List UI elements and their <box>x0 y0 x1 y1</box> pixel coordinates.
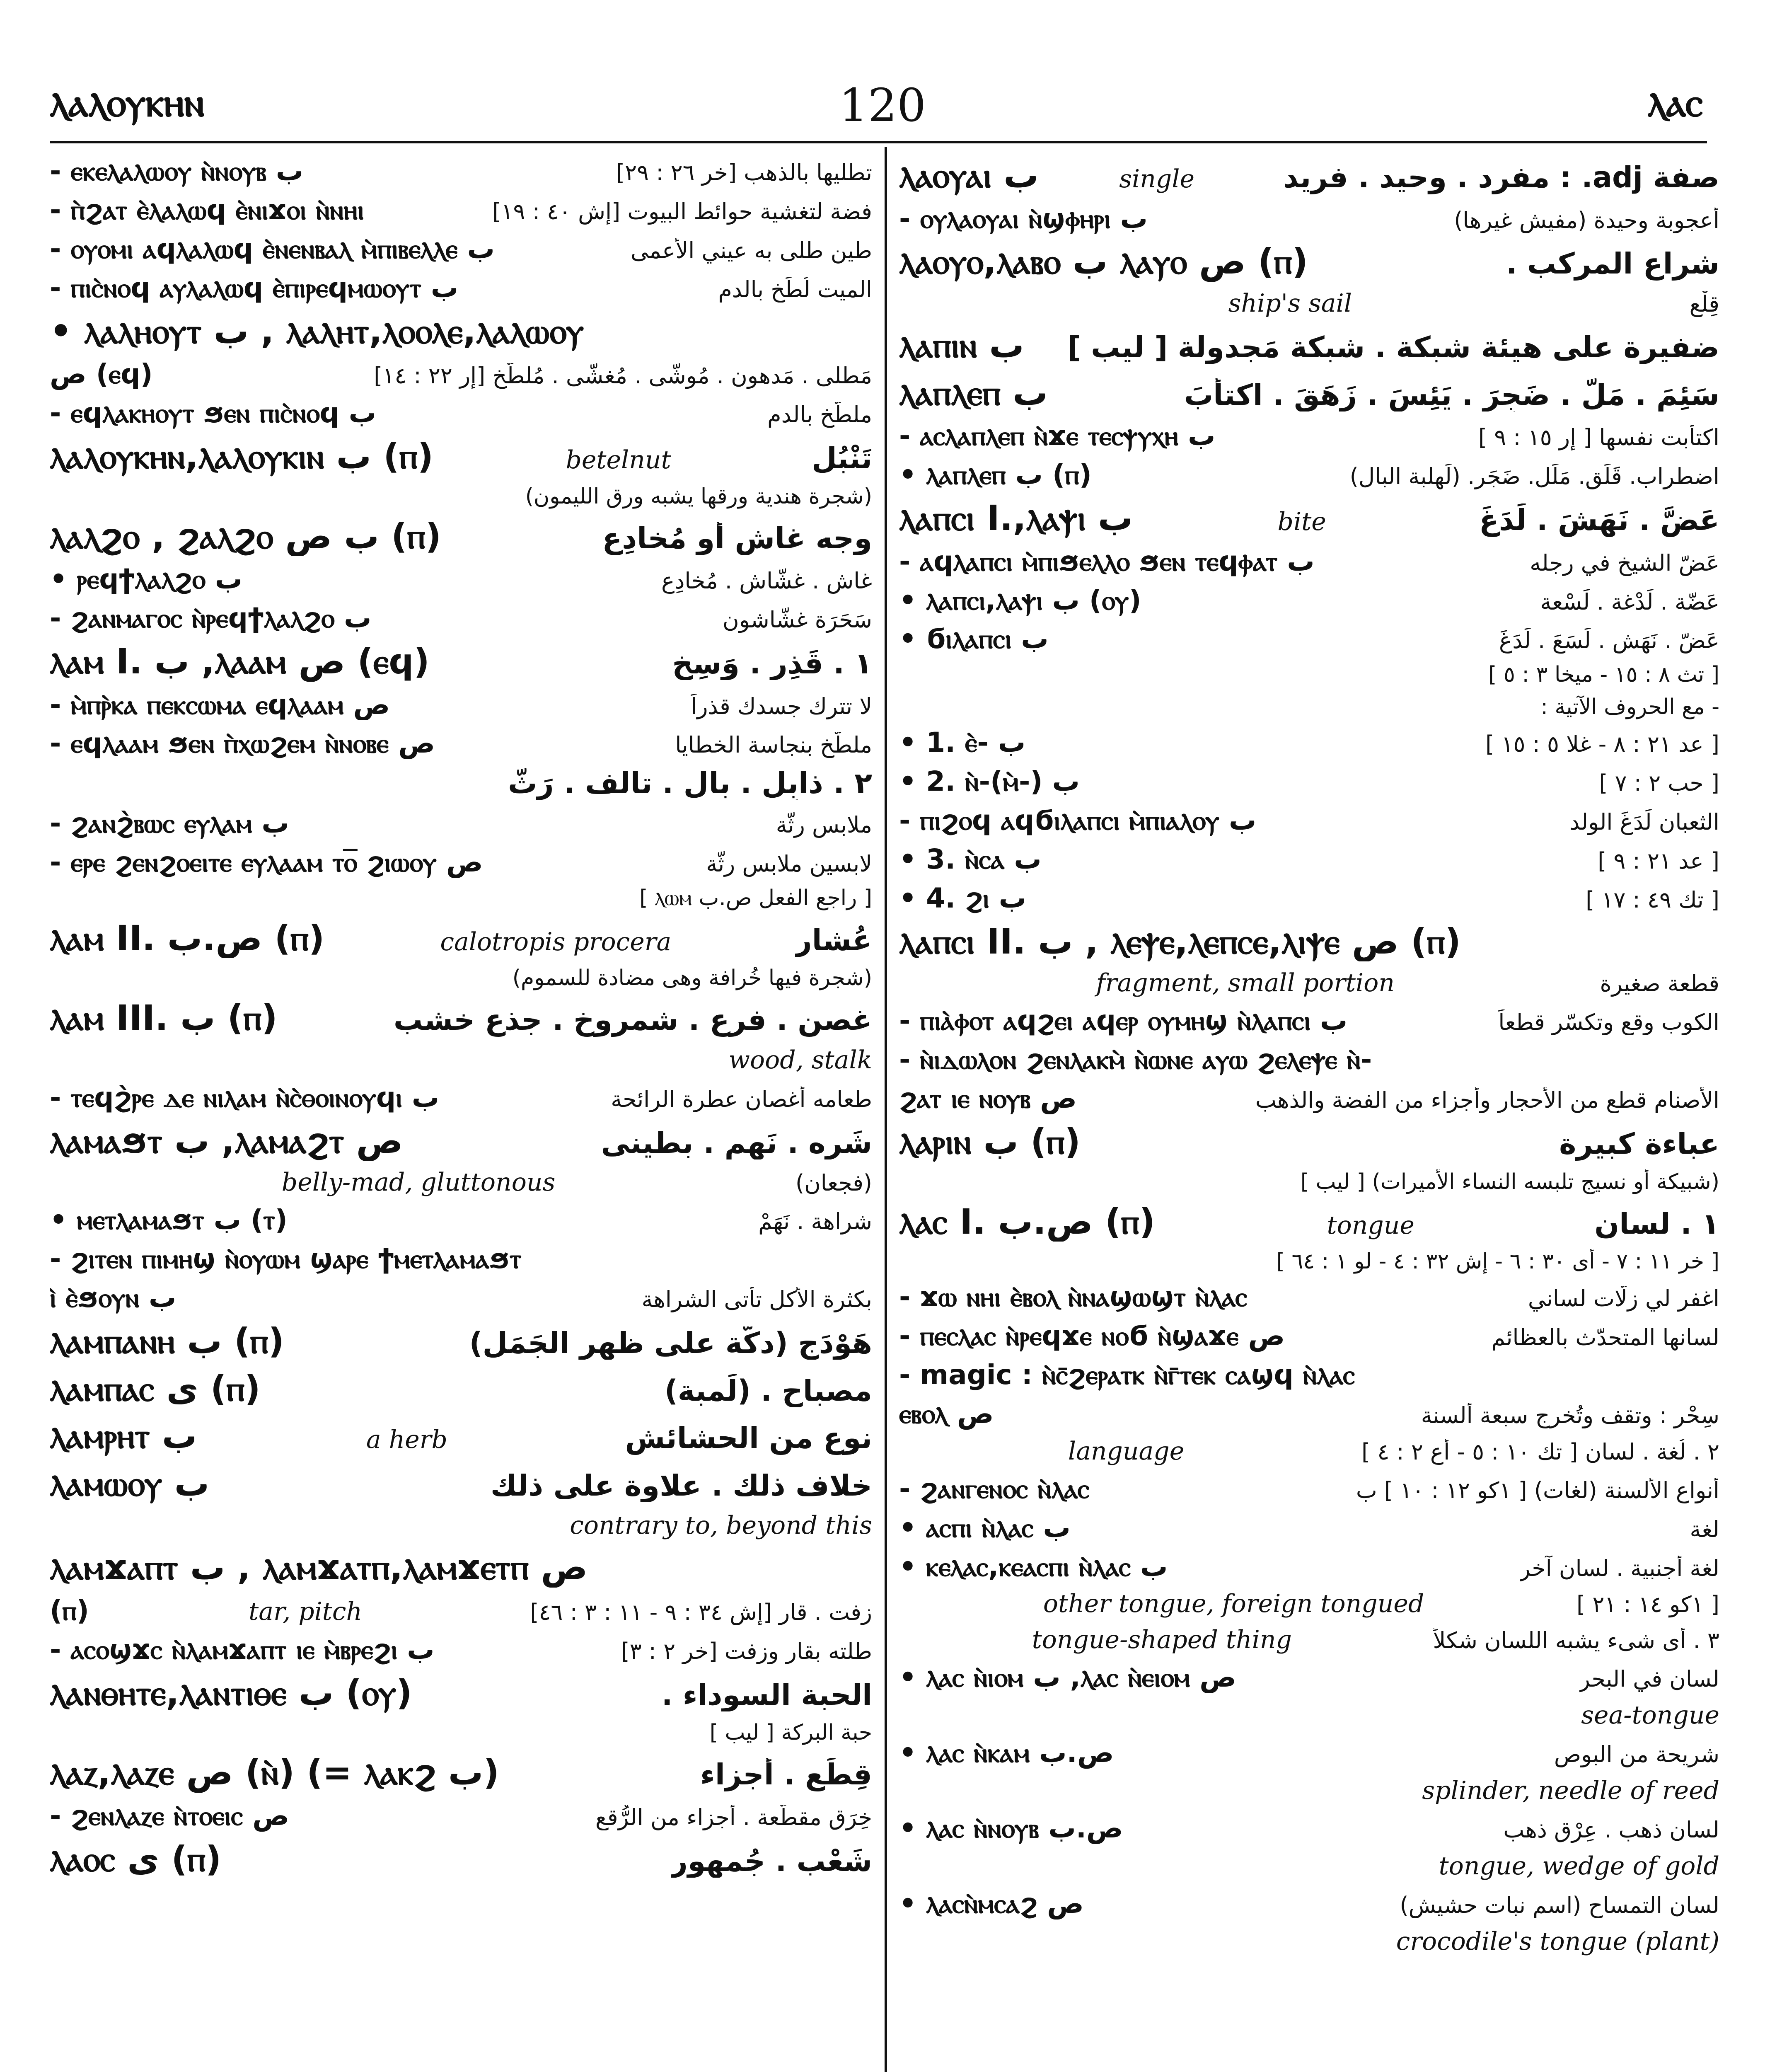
arabic-definition: أنواع الألسنة (لغات) [ ١كو ١٢ : ١٠ ] ب <box>1356 1477 1719 1503</box>
arabic-definition: تَنْبُل <box>812 441 872 475</box>
coptic-text: • ⲙⲉⲧⲗⲁⲙⲁϧⲧ ب (ⲧ) <box>50 1204 288 1236</box>
coptic-text: ص (ⲉϥ) <box>50 358 153 390</box>
coptic-text: ⲗⲁⲗⲟⲩⲕⲏⲛ,ⲗⲁⲗⲟⲩⲕⲓⲛ ب (ⲡ) <box>50 436 434 477</box>
coptic-text: - ⲡⲉⲥⲗⲁⲥ ⲛ̀ⲣⲉϥϫⲉ ⲛⲟϭ ⲛ̀ϣⲁϫⲉ ص <box>899 1320 1285 1352</box>
coptic-text: ⲗⲁⲙ II. ص.ب (ⲡ) <box>50 918 325 959</box>
dictionary-subentry <box>899 1083 1719 1114</box>
arabic-definition: ملطّخ بنجاسة الخطايا <box>675 732 872 758</box>
dictionary-headword <box>50 998 872 1038</box>
arabic-definition: لغة <box>1690 1516 1719 1542</box>
arabic-definition: طين طلى به عيني الأعمى <box>631 237 872 264</box>
coptic-text: • 4. ϩⲓ ب <box>899 882 1027 914</box>
dictionary-subentry <box>899 585 1719 616</box>
arabic-definition: شَرِه . نَهِم . بطينى <box>601 1126 872 1160</box>
arabic-definition: قِطَع . أجزاء <box>700 1758 872 1791</box>
arabic-definition: غصن . فرع . شمروخ . جذع خشب <box>393 1003 872 1037</box>
dictionary-headword <box>899 242 1719 282</box>
coptic-text: ⲗⲁⲗϩⲟ , ϩⲁⲗϩⲟ ب ص (ⲡ) <box>50 516 441 557</box>
arabic-definition: ملابس رثّة <box>776 812 872 838</box>
dictionary-headword <box>50 1464 872 1504</box>
dictionary-subentry <box>50 1204 872 1236</box>
coptic-text: ⲗⲁⲡⲓⲛ ب <box>899 325 1024 366</box>
dictionary-headword <box>899 922 1719 962</box>
header-rule <box>50 141 1707 143</box>
coptic-text: - ϩⲁⲛϩ̀ⲃⲱⲥ ⲉⲩⲗⲁⲙ ب <box>50 807 289 839</box>
dictionary-headword <box>50 767 872 800</box>
coptic-text: ⲓ̀ ⲉ̀ϧⲟⲩⲛ ب <box>50 1282 176 1314</box>
entry-note: splinder, needle of reed <box>1422 1776 1719 1806</box>
coptic-text: - ⲡⲓⲁ̀ⲫⲟⲧ ⲁϥϩⲉⲓ ⲁϥⲉⲣ ⲟⲩⲙⲏϣ ⲛ̀ⲗⲁⲡⲥⲓ ب <box>899 1005 1348 1037</box>
entry-note: crocodile's tongue (plant) <box>1396 1927 1719 1956</box>
arabic-definition: هَوْدَج (دكّة على ظهر الجَمَل) <box>469 1326 872 1360</box>
coptic-text: ⲗⲁⲡⲗⲉⲡ ب <box>899 373 1048 413</box>
coptic-text: - ⲉⲕⲉⲗⲁⲗⲱⲟⲩ ⲛ̀ⲛⲟⲩⲃ ب <box>50 155 304 187</box>
dictionary-headword <box>50 1416 872 1456</box>
dictionary-subentry <box>899 1590 1719 1618</box>
entry-note: [ خر ١١ : ٧ - أى ٣٠ : ٦ - إش ٣٢ : ٤ - لو ١ : ٦٤ ] <box>1276 1249 1719 1274</box>
arabic-definition: سَئِمَ . مَلَّ . ضَجِرَ . يَئِسَ . زَهَقَ . اكتأبَ <box>1184 378 1719 412</box>
arabic-definition: عَضّ الشيخ في رجله <box>1530 550 1719 576</box>
coptic-text: (ⲡ) <box>50 1595 89 1627</box>
dictionary-subentry <box>899 1398 1719 1430</box>
dictionary-subentry <box>899 1662 1719 1693</box>
coptic-text: ⲗⲁⲍ,ⲗⲁⲍⲉ ص (ⲛ̀) (= ⲗⲁⲕϩ ب) <box>50 1752 499 1793</box>
dictionary-subentry <box>50 155 872 187</box>
coptic-text: • ⲗⲁⲥ ⲛ̀ⲓⲟⲙ ب ,ⲗⲁⲥ ⲛ̀ⲉⲓⲟⲙ ص <box>899 1662 1236 1694</box>
dictionary-headword <box>50 918 872 959</box>
coptic-text: - ϩⲁⲛⲙⲁⲅⲟⲥ ⲛ̀ⲣⲉϥϯⲗⲁⲗϩⲟ ب <box>50 603 372 634</box>
dictionary-subentry <box>50 1634 872 1665</box>
entry-note: (شجرة فيها خُرافة وهى مضادة للسموم) <box>512 966 872 991</box>
entry-note: [ راجع الفعل ص.ب ⲗⲱⲙ ] <box>639 885 872 910</box>
coptic-text: ⲗⲁⲙⲱⲟⲩ ب <box>50 1463 210 1504</box>
english-gloss: belly-mad, gluttonous <box>281 1168 556 1197</box>
coptic-text: • ⲗⲁⲡⲥⲓ,ⲗⲁⲯⲓ ب (ⲟⲩ) <box>899 584 1141 616</box>
dictionary-subentry <box>899 1626 1719 1654</box>
arabic-definition: ٢ . لُغة . لسان [ تك ١٠ : ٥ - أع ٢ : ٤ ] <box>1361 1439 1719 1465</box>
dictionary-subentry <box>899 1473 1719 1505</box>
coptic-text: • 2. ⲛ̀-(ⲙ̀-) ب <box>899 766 1080 798</box>
arabic-definition: ١ . لسان <box>1594 1207 1719 1241</box>
arabic-definition: قطعة صغيرة <box>1600 971 1719 997</box>
dictionary-headword <box>50 641 872 682</box>
arabic-definition: (فجعان) <box>795 1170 872 1196</box>
dictionary-subentry <box>899 623 1719 655</box>
arabic-definition: فضة لتغشية حوائط البيوت [إش ٤٠ : ١٩] <box>492 198 872 225</box>
coptic-text: • ⲗⲁⲗⲏⲟⲩⲧ ب , ⲗⲁⲗⲏⲧ,ⲗⲟⲟⲗⲉ,ⲗⲁⲗⲱⲟⲩ <box>50 311 584 351</box>
dictionary-subentry <box>50 1243 872 1275</box>
arabic-definition: وجه غاش أو مُخادِع <box>602 521 872 555</box>
arabic-definition: لسانها المتحدّث بالعظائم <box>1491 1325 1719 1351</box>
coptic-text: • ⲕⲉⲗⲁⲥ,ⲕⲉⲁⲥⲡⲓ ⲛ̀ⲗⲁⲥ ب <box>899 1551 1168 1583</box>
dictionary-subentry <box>50 1282 872 1314</box>
dictionary-subentry <box>899 883 1719 914</box>
coptic-text: ⲗⲁⲙⲡⲁⲥ ى (ⲡ) <box>50 1368 261 1409</box>
dictionary-subentry <box>899 1888 1719 1920</box>
dictionary-headword <box>50 516 872 557</box>
coptic-text: - ⲡ̀ϩⲁⲧ ⲉ̀ⲗⲁⲗⲱϥ ⲉ̀ⲛⲓϫⲟⲓ ⲛ̀ⲛⲏⲓ <box>50 194 364 226</box>
entry-note: wood, stalk <box>728 1045 872 1075</box>
dictionary-subentry <box>50 1800 872 1832</box>
dictionary-subentry <box>899 546 1719 577</box>
arabic-definition: ٢ . ذابِل . بالٍ . تالف . رَثّ <box>508 767 872 800</box>
dictionary-subentry <box>899 420 1719 452</box>
running-head-left: ⲗⲁⲗⲟⲩⲕⲏⲛ <box>50 79 205 126</box>
coptic-text: - ⲡⲓⲥ̀ⲛⲟϥ ⲁⲩⲗⲁⲗⲱϥ ⲉ̀ⲡⲓⲣⲉϥⲙⲱⲟⲩⲧ ب <box>50 272 459 304</box>
english-gloss: single <box>1119 165 1194 194</box>
dictionary-subentry <box>50 1168 872 1197</box>
dictionary-subentry <box>50 1082 872 1113</box>
arabic-definition: عَضّة . لَدْغة . لَسْعة <box>1540 589 1719 615</box>
dictionary-subentry <box>899 1005 1719 1036</box>
english-gloss: tongue <box>1327 1210 1414 1240</box>
dictionary-subentry <box>50 728 872 759</box>
arabic-definition: الحبة السوداء . <box>661 1678 872 1712</box>
arabic-definition: تطليها بالذهب [خر ٢٦ : ٢٩] <box>616 160 872 186</box>
arabic-definition: لا تترك جسدك قذراً <box>691 693 872 719</box>
coptic-text: ⲗⲁⲙ I. ب ,ⲗⲁⲁⲙ ص (ⲉϥ) <box>50 641 430 682</box>
arabic-definition: ضفيرة على هيئة شبكة . شبكة مَجدولة [ ليب ] <box>1067 331 1719 364</box>
coptic-text: - ⲉϥⲗⲁⲁⲙ ϧⲉⲛ ⲡ̀ⲭⲱϩⲉⲙ ⲛ̀ⲛⲟⲃⲉ ص <box>50 728 435 760</box>
dictionary-subentry <box>50 1595 872 1627</box>
arabic-definition: طلته بقار وزفت [خر ٢ : ٣] <box>621 1638 872 1664</box>
dictionary-subentry <box>899 1551 1719 1583</box>
coptic-text: ⲗⲁⲙⲣⲏⲧ ب <box>50 1416 197 1456</box>
coptic-text: - ⲁϥⲗⲁⲡⲥⲓ ⲙ̀ⲡⲓϧⲉⲗⲗⲟ ϧⲉⲛ ⲧⲉϥⲫⲁⲧ ب <box>899 545 1315 577</box>
dictionary-subentry <box>899 1281 1719 1313</box>
dictionary-headword <box>899 498 1719 538</box>
coptic-text: ⲗⲁⲙ III. ب (ⲡ) <box>50 998 278 1038</box>
english-gloss: bite <box>1277 507 1326 537</box>
dictionary-subentry <box>899 1737 1719 1769</box>
coptic-text: - ϩⲁⲛⲅⲉⲛⲟⲥ ⲛ̀ⲗⲁⲥ <box>899 1473 1090 1505</box>
dictionary-subentry <box>899 1813 1719 1844</box>
coptic-text: ⲗⲁⲡⲥⲓ II. ب , ⲗⲉⲯⲉ,ⲗⲉⲡⲥⲉ,ⲗⲓⲯⲉ ص (ⲡ) <box>899 921 1461 962</box>
english-gloss: fragment, small portion <box>1096 968 1395 998</box>
entry-note: [ تث ٨ : ١٥ - ميخا ٣ : ٥ ] <box>1488 662 1719 687</box>
arabic-definition: شراهة . نَهَمْ <box>758 1209 872 1235</box>
coptic-text: ⲗⲁⲙϫⲁⲡⲧ ب , ⲗⲁⲙϫⲁⲧⲡ,ⲗⲁⲙϫⲉⲧⲡ ص <box>50 1547 588 1588</box>
dictionary-subentry <box>899 1044 1719 1075</box>
arabic-definition: الثعبان لَدَغَ الولد <box>1569 809 1719 835</box>
arabic-definition: لسان ذهب . عِرْق ذهب <box>1503 1817 1719 1843</box>
arabic-definition: طعامه أغصان عطرة الرائحة <box>611 1086 872 1112</box>
dictionary-headword <box>899 1202 1719 1242</box>
dictionary-headword <box>50 1321 872 1361</box>
arabic-definition: لغة أجنبية . لسان آخر <box>1519 1555 1719 1581</box>
dictionary-headword <box>50 311 872 351</box>
entry-note: - مع الحروف الآتية : <box>1540 695 1719 720</box>
coptic-text: ⲗⲁⲙⲡⲁⲛⲏ ب (ⲡ) <box>50 1321 284 1361</box>
english-gloss: other tongue, foreign tongued <box>1043 1589 1424 1619</box>
english-gloss: ship's sail <box>1228 289 1352 318</box>
arabic-definition: [ حب ٢ : ٧ ] <box>1599 770 1719 796</box>
running-head-right: ⲗⲁⲥ <box>1647 79 1703 126</box>
dictionary-subentry <box>50 847 872 878</box>
coptic-text: • ⲗⲁⲥⲛ̀ⲙⲥⲁϩ ص <box>899 1888 1084 1920</box>
coptic-text: • 1. ⲉ̀- ب <box>899 727 1026 759</box>
coptic-text: ⲗⲁⲥ I. ص.ب (ⲡ) <box>899 1201 1155 1242</box>
entry-note: (شبيكة أو نسيج تلبسه النساء الأميرات) [ ليب ] <box>1300 1169 1719 1194</box>
entry-note: contrary to, beyond this <box>570 1511 872 1540</box>
arabic-definition: قِلْع <box>1689 291 1719 317</box>
dictionary-headword <box>50 1547 872 1588</box>
entry-note: حبة البركة [ ليب ] <box>709 1720 872 1745</box>
arabic-definition: زفت . قار [إش ٣٤ : ٩ - ١١ : ٣ : ٤٦] <box>530 1599 872 1625</box>
coptic-text: - ⲧⲉϥϩ̀ⲣⲉ ⲇⲉ ⲛⲓⲗⲁⲙ ⲛ̀ⲥ̀ⲑⲟⲓⲛⲟⲩϥⲓ ب <box>50 1082 440 1113</box>
arabic-definition: شَعْب . جُمهور <box>671 1844 872 1878</box>
coptic-text: ⲗⲁⲙⲁϧⲧ ب ,ⲗⲁⲙⲁϩⲧ ص <box>50 1121 403 1161</box>
dictionary-subentry <box>50 808 872 839</box>
arabic-definition: مَطلى . مَدهون . مُوشّى . مُغشّى . مُلطّخ [إر ٢٢ : ١٤] <box>374 363 872 389</box>
arabic-definition: اضطراب. قَلَق. مَلَل. ضَجَر. (لَهلبة البال) <box>1349 464 1719 490</box>
english-gloss: a herb <box>366 1425 447 1455</box>
coptic-text: - magic : ⲛ̀ⲥ̄ϩⲉⲣⲁⲧⲕ ⲛ̀ⲅ̄ⲧⲉⲕ ⲥⲁϣϥ ⲛ̀ⲗⲁⲥ <box>899 1359 1355 1391</box>
coptic-text: ⲗⲁⲣⲓⲛ ب (ⲡ) <box>899 1122 1081 1162</box>
arabic-definition: ١ . قَذِر . وَسِخ <box>672 646 872 680</box>
arabic-definition: الأصنام قطع من الأحجار وأجزاء من الفضة والذهب <box>1255 1087 1719 1113</box>
dictionary-subentry <box>50 233 872 265</box>
dictionary-subentry <box>899 1320 1719 1352</box>
arabic-definition: لابسين ملابس رثّة <box>706 851 872 877</box>
arabic-definition: لسان في البحر <box>1579 1666 1719 1692</box>
dictionary-headword <box>50 1752 872 1793</box>
page-number: 120 <box>839 79 926 132</box>
arabic-definition: [ عد ٢١ : ٨ - غلا ٥ : ١٥ ] <box>1485 731 1719 758</box>
dictionary-subentry <box>50 397 872 429</box>
dictionary-headword <box>899 373 1719 413</box>
dictionary-subentry <box>899 844 1719 875</box>
dictionary-subentry <box>899 969 1719 997</box>
coptic-text: - ⲟⲩⲗⲁⲟⲩⲁⲓ ⲛ̀ϣⲫⲏⲣⲓ ب <box>899 203 1148 235</box>
english-gloss: betelnut <box>566 445 671 474</box>
dictionary-headword <box>899 1122 1719 1162</box>
arabic-definition: [ ١كو ١٤ : ٢١ ] <box>1576 1592 1719 1618</box>
coptic-text: ⲗⲁⲟⲩⲟ,ⲗⲁⲃⲟ ب ⲗⲁⲩⲟ ص (ⲡ) <box>899 242 1308 282</box>
dictionary-subentry <box>899 289 1719 318</box>
dictionary-subentry <box>899 727 1719 758</box>
right-column <box>899 155 1719 2072</box>
coptic-text: - ⲛ̀ⲓⲇⲱⲗⲟⲛ ϩⲉⲛⲗⲁⲕⲙ̀ ⲛ̀ⲱⲛⲉ ⲁⲩⲱ ϩⲉⲗⲉⲯⲉ ⲛ̀- <box>899 1044 1372 1076</box>
arabic-definition: مصباح . (لَمبة) <box>664 1374 872 1407</box>
dictionary-headword <box>50 436 872 477</box>
coptic-text: • ⲗⲁⲡⲗⲉⲡ ب (ⲡ) <box>899 459 1092 491</box>
dictionary-subentry <box>899 805 1719 836</box>
arabic-definition: اكتأبت نفسها [ إر ١٥ : ٩ ] <box>1478 425 1719 451</box>
arabic-definition: صفة adj. : مفرد . وحيد . فريد <box>1283 161 1719 194</box>
english-gloss: calotropis procera <box>440 927 672 956</box>
arabic-definition: سَحَرَة غشّاشون <box>722 607 872 633</box>
english-gloss: tongue-shaped thing <box>1032 1625 1292 1655</box>
arabic-definition: اغفر لي زلّات لساني <box>1528 1286 1719 1312</box>
coptic-text: - ϩⲓⲧⲉⲛ ⲡⲓⲙⲏϣ ⲛ̀ⲟⲩⲱⲙ ϣⲁⲣⲉ ϯⲙⲉⲧⲗⲁⲙⲁϧⲧ <box>50 1243 522 1275</box>
coptic-text: ϩⲁⲧ ⲓⲉ ⲛⲟⲩⲃ ص <box>899 1083 1077 1115</box>
dictionary-headword <box>899 325 1719 366</box>
arabic-definition: بكثرة الأكل تأتى الشراهة <box>641 1287 872 1313</box>
arabic-definition: غاش . غشّاش . مُخادِع <box>661 568 872 594</box>
dictionary-subentry <box>50 194 872 226</box>
coptic-text: ⲗⲁⲟⲩⲁⲓ ب <box>899 155 1039 196</box>
arabic-definition: عُشار <box>795 923 872 957</box>
arabic-definition: ملطّخ بالدم <box>767 402 872 428</box>
dictionary-subentry <box>50 272 872 304</box>
coptic-text: • ⲗⲁⲥ ⲛ̀ⲛⲟⲩⲃ ص.ب <box>899 1813 1123 1844</box>
coptic-text: - ⲉⲣⲉ ϩⲉⲛϩⲟⲉⲓⲧⲉ ⲉⲩⲗⲁⲁⲙ ⲧⲟ̅ ϩⲓⲱⲟⲩ ص <box>50 846 483 878</box>
coptic-text: • ⲁⲥⲡⲓ ⲛ̀ⲗⲁⲥ ب <box>899 1512 1071 1544</box>
coptic-text: ⲉⲃⲟⲗ ص <box>899 1398 994 1430</box>
arabic-definition: سِحْر : وتقف وتُخرج سبعة ألسنة <box>1421 1402 1719 1428</box>
coptic-text: • ⲗⲁⲥ ⲛ̀ⲕⲁⲙ ص.ب <box>899 1737 1114 1769</box>
coptic-text: • 3. ⲛ̀ⲥⲁ ب <box>899 843 1042 875</box>
entry-note: tongue, wedge of gold <box>1439 1852 1719 1881</box>
english-gloss: tar, pitch <box>249 1597 363 1626</box>
entry-note: sea-tongue <box>1581 1701 1719 1730</box>
left-column <box>50 155 872 2072</box>
arabic-definition: عَضَّ . نَهَشَ . لَدَغَ <box>1479 503 1719 537</box>
coptic-text: - ⲁⲥⲟϣϫⲥ ⲛ̀ⲗⲁⲙϫⲁⲡⲧ ⲓⲉ ⲙ̀ⲃⲣⲉϩⲓ ب <box>50 1634 435 1665</box>
coptic-text: - ⲟⲩⲟⲙⲓ ⲁϥⲗⲁⲗⲱϥ ⲉ̀ⲛⲉⲛⲃⲁⲗ ⲙ̀ⲡⲓⲃⲉⲗⲗⲉ ب <box>50 233 495 265</box>
coptic-text: - ϫⲱ ⲛⲏⲓ ⲉ̀ⲃⲟⲗ ⲛ̀ⲛⲁϣⲱϣⲧ ⲛ̀ⲗⲁⲥ <box>899 1281 1248 1313</box>
dictionary-subentry <box>899 203 1719 235</box>
dictionary-subentry <box>50 689 872 721</box>
arabic-definition: ٣ . أى شىء يشبه اللسان شكلاً <box>1433 1628 1719 1654</box>
coptic-text: • ϭⲓⲗⲁⲡⲥⲓ ب <box>899 623 1049 655</box>
arabic-definition: [ عد ٢١ : ٩ ] <box>1598 848 1719 874</box>
arabic-definition: خلاف ذلك . علاوة على ذلك <box>490 1469 872 1503</box>
dictionary-subentry <box>899 1512 1719 1544</box>
dictionary-subentry <box>50 564 872 595</box>
coptic-text: - ϩⲉⲛⲗⲁⲍⲉ ⲛ̀ⲧⲟⲉⲓⲥ ص <box>50 1800 290 1832</box>
page-header <box>0 0 1765 137</box>
coptic-text: - ⲉϥⲗⲁⲕⲏⲟⲩⲧ ϧⲉⲛ ⲡⲓⲥ̀ⲛⲟϥ ب <box>50 397 376 429</box>
dictionary-headword <box>50 1121 872 1161</box>
coptic-text: - ⲙ̀ⲡⲣ̀ⲕⲁ ⲡⲉⲕⲥⲱⲙⲁ ⲉϥⲗⲁⲁⲙ ص <box>50 689 390 721</box>
coptic-text: ⲗⲁⲟⲥ ى (ⲡ) <box>50 1839 222 1879</box>
dictionary-subentry <box>899 1359 1719 1391</box>
arabic-definition: الكوب وقع وتكسّر قطعاً <box>1498 1009 1719 1036</box>
arabic-definition: أعجوبة وحيدة (مفيش غيرها) <box>1454 207 1719 233</box>
arabic-definition: لسان التمساح (اسم نبات حشيش) <box>1400 1893 1719 1919</box>
coptic-text: - ⲡⲓϩⲟϥ ⲁϥϭⲓⲗⲁⲡⲥⲓ ⲙ̀ⲡⲓⲁⲗⲟⲩ ب <box>899 805 1257 836</box>
dictionary-headword <box>50 1839 872 1879</box>
coptic-text: - ⲁⲥⲗⲁⲡⲗⲉⲡ ⲛ̀ϫⲉ ⲧⲉⲥⲯⲩⲭⲏ ب <box>899 420 1216 452</box>
dictionary-headword <box>50 1673 872 1713</box>
arabic-definition: شراع المركب . <box>1506 247 1719 281</box>
dictionary-subentry <box>50 603 872 634</box>
arabic-definition: عَضّ . نَهَش . لَسَعَ . لَدَغَ <box>1499 628 1719 654</box>
english-gloss: language <box>1068 1436 1185 1466</box>
dictionary-subentry <box>899 1437 1719 1466</box>
column-divider <box>885 147 887 2072</box>
dictionary-headword <box>899 155 1719 196</box>
arabic-definition: [ تك ٤٩ : ١٧ ] <box>1586 887 1719 913</box>
coptic-text: ⲗⲁⲡⲥⲓ I.,ⲗⲁⲯⲓ ب <box>899 498 1133 538</box>
arabic-definition: عباءة كبيرة <box>1559 1127 1719 1161</box>
dictionary-subentry <box>50 358 872 390</box>
coptic-text: • ⲣⲉϥϯⲗⲁⲗϩⲟ ب <box>50 564 243 595</box>
dictionary-subentry <box>899 766 1719 797</box>
dictionary-subentry <box>899 459 1719 491</box>
arabic-definition: خِرَق مقطّعة . أجزاء من الرُّقع <box>595 1804 872 1830</box>
arabic-definition: الميت لُطِّخ بالدم <box>718 276 872 303</box>
dictionary-headword <box>50 1369 872 1409</box>
coptic-text: ⲗⲁⲛⲑⲏⲧⲉ,ⲗⲁⲛⲧⲓⲑⲉ ب (ⲟⲩ) <box>50 1673 412 1713</box>
entry-note: (شجرة هندية ورقها يشبه ورق الليمون) <box>525 484 872 509</box>
arabic-definition: نوع من الحشائش <box>625 1421 872 1455</box>
arabic-definition: شريحة من البوص <box>1554 1742 1719 1768</box>
